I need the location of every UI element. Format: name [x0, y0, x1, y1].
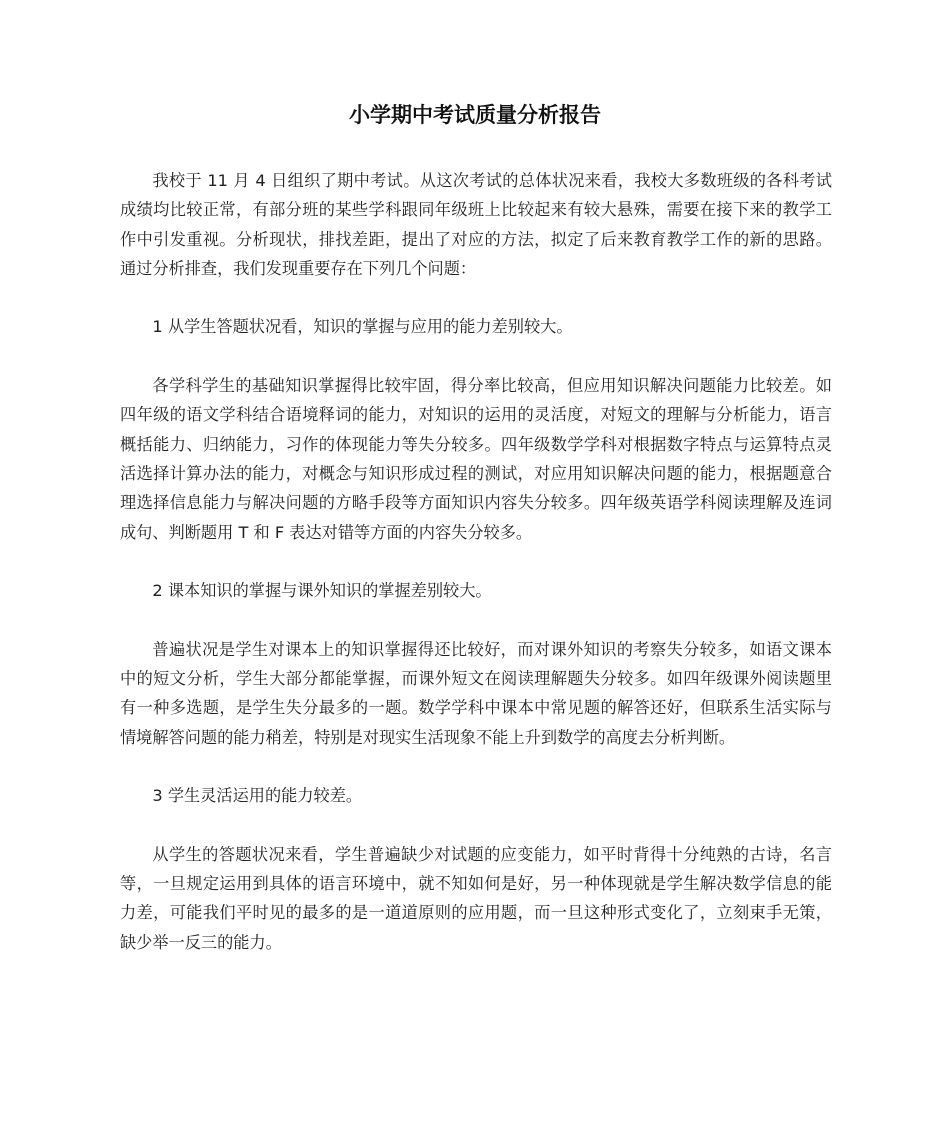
section-heading-3: 3 学生灵活运用的能力较差。 — [152, 786, 363, 806]
section-heading-2: 2 课本知识的掌握与课外知识的掌握差别较大。 — [152, 581, 492, 601]
paragraph-section-1: 各学科学生的基础知识掌握得比较牢固，得分率比较高，但应用知识解决问题能力比较差。如四年级的语文学科结合语境释词的能力，对知识的运用的灵活度，对短文的理解与分析能力，语言概括能力、归纳能力，习作的体现能力等失分较多。四年级数学学科对根据数字特点与运算特点灵活选择计算办法的能力，对概念与知识形成过程的测试，对应用知识解决问题的能力，根据题意合理选择信息能力与解决问题的方略手段等方面知识内容失分较多。四年级英语学科阅读理解及连词成句、判断题用 T 和 F 表达对错等方面的内容失分较多。 — [120, 376, 832, 542]
section-heading-1: 1 从学生答题状况看，知识的掌握与应用的能力差别较大。 — [152, 317, 573, 337]
document-title: 小学期中考试质量分析报告 — [349, 103, 601, 127]
paragraph-section-2: 普遍状况是学生对课本上的知识掌握得还比较好，而对课外知识的考察失分较多，如语文课本中的短文分析，学生大部分都能掌握，而课外短文在阅读理解题失分较多。如四年级课外阅读题里有一种多选题，是学生失分最多的一题。数学学科中课本中常见题的解答还好，但联系生活实际与情境解答问题的能力稍差，特别是对现实生活现象不能上升到数学的高度去分析判断。 — [120, 639, 832, 747]
paragraph-intro: 我校于 11 月 4 日组织了期中考试。从这次考试的总体状况来看，我校大多数班级的各科考试成绩均比较正常，有部分班的某些学科跟同年级班上比较起来有较大悬殊，需要在接下来的教学工作中引发重视。分析现状，排找差距，提出了对应的方法，拟定了后来教育教学工作的新的思路。通过分析排查，我们发现重要存在下列几个问题： — [120, 171, 832, 278]
document-body — [120, 166, 832, 986]
paragraph-section-3: 从学生的答题状况来看，学生普遍缺少对试题的应变能力，如平时背得十分纯熟的古诗，名言等，一旦规定运用到具体的语言环境中，就不知如何是好，另一种体现就是学生解决数学信息的能力差，可能我们平时见的最多的是一道道原则的应用题，而一旦这种形式变化了，立刻束手无策，缺少举一反三的能力。 — [120, 844, 832, 952]
